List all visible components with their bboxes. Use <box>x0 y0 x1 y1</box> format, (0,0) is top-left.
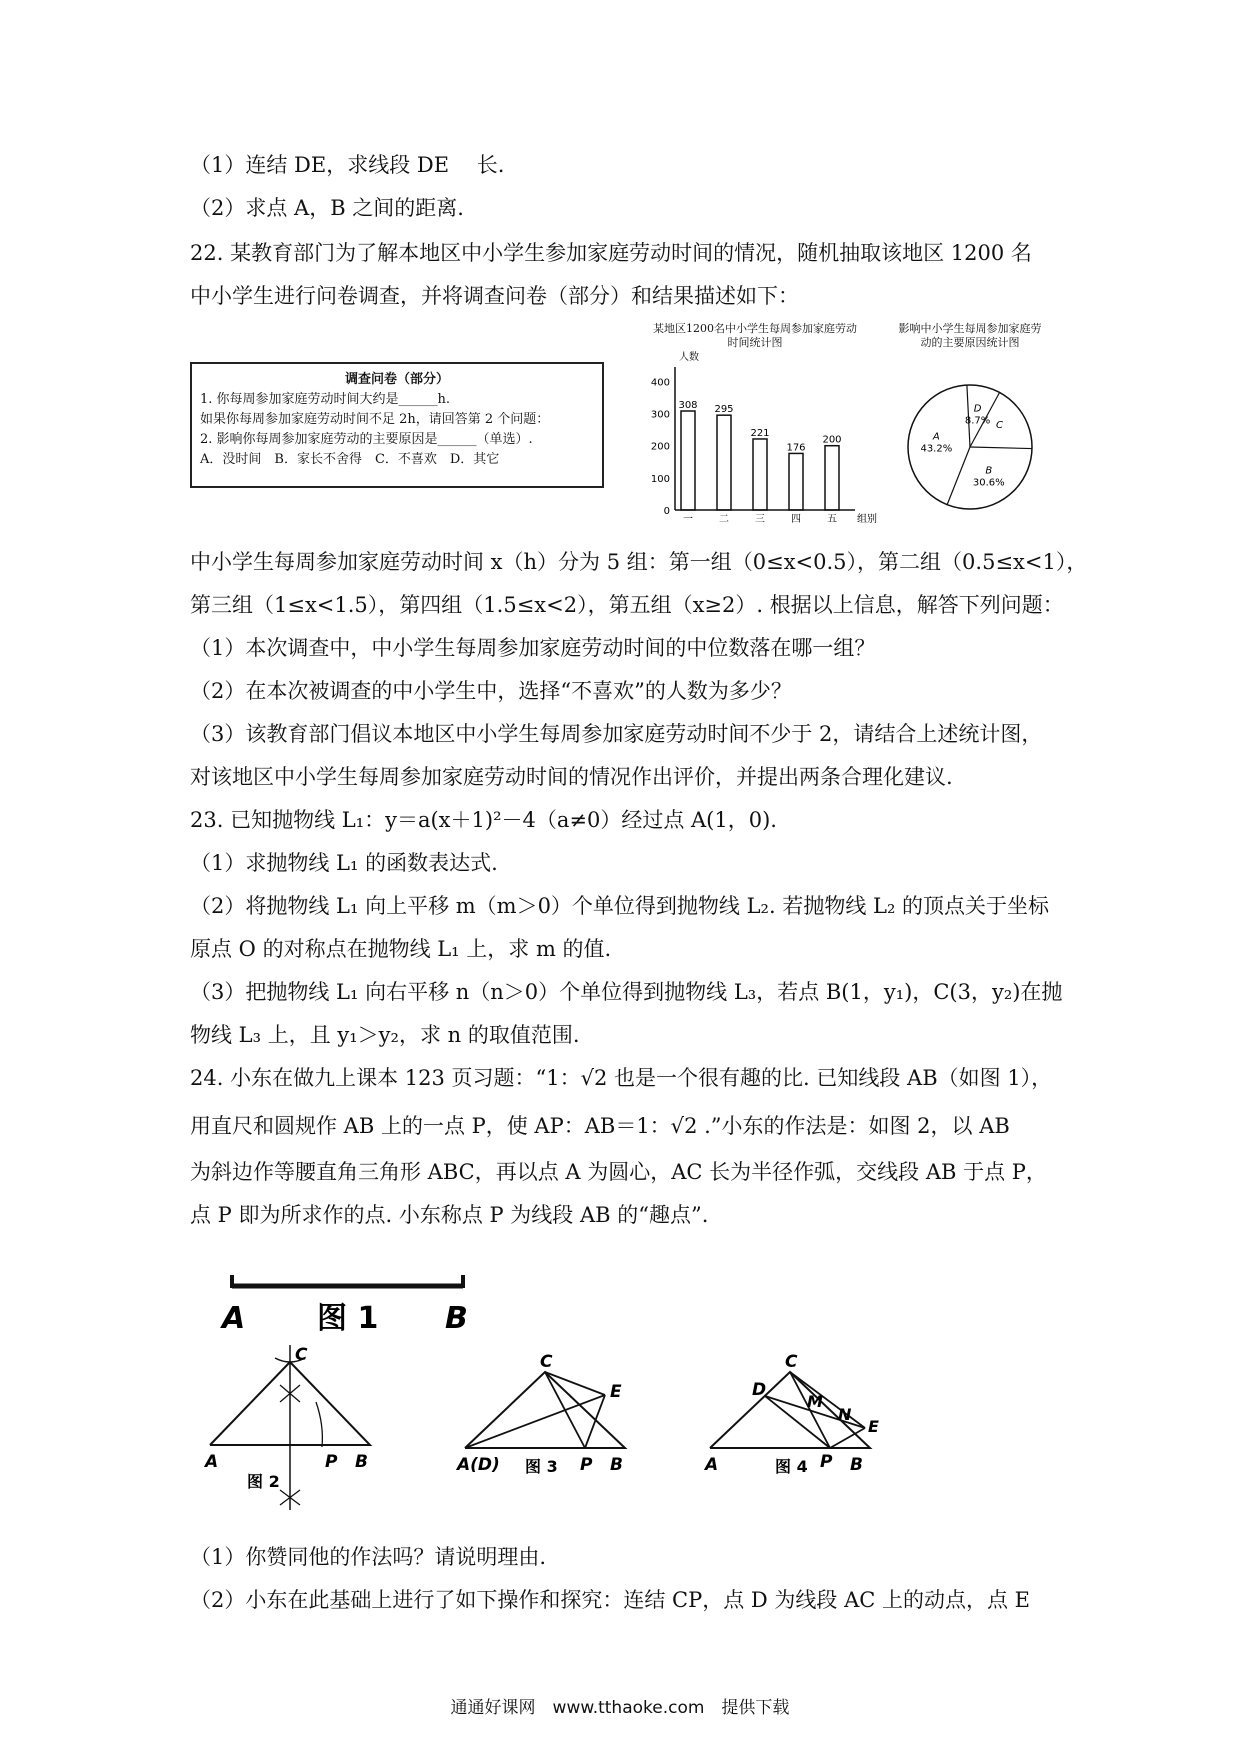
point-label-b: B <box>610 1455 623 1475</box>
point-label-b: B <box>850 1455 863 1475</box>
bar-value-label: 295 <box>714 404 734 416</box>
point-label-ad: A(D) <box>457 1455 500 1475</box>
text-line: 点 P 即为所求作的点. 小东称点 P 为线段 AB 的“趣点”. <box>190 1203 709 1227</box>
questionnaire-title: 调查问卷（部分） <box>344 372 449 387</box>
text-line: 第三组（1≤x<1.5），第四组（1.5≤x<2），第五组（x≥2）. 根据以上信息，解答下列问题： <box>190 593 1064 617</box>
point-label-e: E <box>868 1417 879 1436</box>
fig3-caption: 图 3 <box>525 1457 558 1476</box>
point-label-c: C <box>785 1352 798 1372</box>
question-22-part-3: （3）该教育部门倡议本地区中小学生每周参加家庭劳动时间不少于 2，请结合上述统计图， <box>190 722 1043 746</box>
text-line: 用直尺和圆规作 AB 上的一点 P，使 AP：AB＝1：√2 .”小东的作法是：如图 2，以 AB <box>190 1114 1010 1138</box>
bar-value-label: 308 <box>678 400 698 411</box>
question-24-part-1: （1）你赞同他的作法吗？请说明理由. <box>190 1545 547 1569</box>
figure-3 <box>450 1340 640 1480</box>
y-axis-label: 人数 <box>679 352 699 363</box>
point-label-m: M <box>807 1392 823 1411</box>
text-line: 物线 L₃ 上，且 y₁＞y₂，求 n 的取值范围. <box>190 1023 580 1047</box>
arc-p <box>316 1402 322 1447</box>
pie-slice-label: D <box>973 403 982 415</box>
text-line: 中小学生每周参加家庭劳动时间 x（h）分为 5 组：第一组（0≤x<0.5），第二组（0.5≤x<1）， <box>190 550 1088 574</box>
segment-de <box>465 1395 605 1448</box>
text-line: 为斜边作等腰直角三角形 ABC，再以点 A 为圆心，AC 长为半径作弧，交线段 AB 于点 P， <box>190 1160 1047 1184</box>
segment-pe <box>585 1395 605 1448</box>
fig1-caption: 图 1 <box>317 1301 379 1336</box>
x-tick-label: 三 <box>755 514 765 525</box>
y-tick-label: 0 <box>663 506 670 517</box>
question-23-part-1: （1）求抛物线 L₁ 的函数表达式. <box>190 851 498 875</box>
segment-ce <box>790 1372 865 1428</box>
questionnaire-box <box>190 362 604 488</box>
questionnaire-q2: 2. 影响你每周参加家庭劳动的主要原因是______（单选）. <box>200 432 533 447</box>
point-label-a: A <box>205 1452 219 1472</box>
segment-ce <box>545 1372 605 1395</box>
text-line: （1）连结 DE，求线段 DE 长. <box>190 153 505 177</box>
bar-value-label: 221 <box>750 427 770 439</box>
question-23: 23. 已知抛物线 L₁：y＝a(x＋1)²－4（a≠0）经过点 A(1，0). <box>190 808 777 832</box>
pie-chart-title: 影响中小学生每周参加家庭劳动的主要原因统计图 <box>898 322 1042 349</box>
figure-2 <box>200 1340 390 1515</box>
x-tick-label: 一 <box>683 514 693 525</box>
pie-slice-border <box>970 447 1032 449</box>
x-tick-label: 五 <box>827 514 837 525</box>
text-line: 对该地区中小学生每周参加家庭劳动时间的情况作出评价，并提出两条合理化建议. <box>190 765 953 789</box>
bar <box>753 439 767 510</box>
bar-value-label: 200 <box>822 434 842 446</box>
triangle-abc <box>465 1372 625 1448</box>
y-tick-label: 400 <box>650 377 670 389</box>
fig1-label-b: B <box>445 1301 468 1336</box>
text-line: （2）求点 A，B 之间的距离. <box>190 196 464 220</box>
fig2-caption: 图 2 <box>247 1472 280 1491</box>
question-24-part-2: （2）小东在此基础上进行了如下操作和探究：连结 CP，点 D 为线段 AC 上的动点，点 E <box>190 1588 1031 1612</box>
question-22-part-2: （2）在本次被调查的中小学生中，选择“不喜欢”的人数为多少？ <box>190 679 792 703</box>
pie-slice-border <box>947 447 970 505</box>
questionnaire-q1: 1. 你每周参加家庭劳动时间大约是______h. <box>200 392 451 407</box>
pie-slice-label: A <box>932 431 940 443</box>
point-label-c: C <box>295 1345 308 1365</box>
x-tick-label: 四 <box>791 514 801 525</box>
figure-4 <box>700 1340 900 1480</box>
pie-slice-label: C <box>996 419 1004 431</box>
pie-slice-percent: 43.2% <box>920 443 953 455</box>
y-tick-label: 100 <box>650 473 670 485</box>
point-label-d: D <box>752 1380 767 1400</box>
question-23-part-3: （3）把抛物线 L₁ 向右平移 n（n＞0）个单位得到抛物线 L₃，若点 B(1，y₁)，C(3，y₂)在抛 <box>190 980 1063 1004</box>
footer: 通通好课网 www.tthaoke.com 提供下载 <box>450 1698 790 1718</box>
questionnaire-options: A．没时间 B．家长不舍得 C．不喜欢 D．其它 <box>200 452 500 467</box>
bar-value-label: 176 <box>786 442 806 454</box>
bar <box>825 446 839 510</box>
pie-chart <box>895 375 1045 525</box>
point-label-n: N <box>838 1405 852 1424</box>
pie-slice-label: B <box>985 465 993 477</box>
y-tick-label: 300 <box>650 409 670 421</box>
question-24: 24. 小东在做九上课本 123 页习题：“1：√2 也是一个很有趣的比. 已知线段 AB（如图 1）， <box>190 1066 1053 1090</box>
question-23-part-2: （2）将抛物线 L₁ 向上平移 m（m＞0）个单位得到抛物线 L₂. 若抛物线 L₂ 的顶点关于坐标 <box>190 894 1050 918</box>
bar <box>681 411 695 510</box>
fig1-label-a: A <box>222 1301 246 1336</box>
pie-slice-percent: 30.6% <box>972 477 1005 489</box>
point-label-e: E <box>610 1382 622 1402</box>
y-tick-label: 200 <box>650 441 670 453</box>
point-label-c: C <box>540 1352 553 1372</box>
point-label-p: P <box>325 1452 338 1472</box>
pie-slice-percent: 8.7% <box>964 415 991 427</box>
x-axis-label: 组别 <box>857 514 877 525</box>
bar <box>717 415 731 510</box>
point-label-p: P <box>580 1455 593 1475</box>
question-22-part-1: （1）本次调查中，中小学生每周参加家庭劳动时间的中位数落在哪一组？ <box>190 636 876 660</box>
point-label-b: B <box>355 1452 368 1472</box>
text-line: 中小学生进行问卷调查，并将调查问卷（部分）和结果描述如下： <box>190 284 799 308</box>
text-line: 原点 O 的对称点在抛物线 L₁ 上，求 m 的值. <box>190 937 612 961</box>
fig4-caption: 图 4 <box>775 1457 808 1476</box>
bar <box>789 453 803 510</box>
figure-1 <box>215 1268 485 1338</box>
question-22-intro: 22. 某教育部门为了解本地区中小学生参加家庭劳动时间的情况，随机抽取该地区 1200 名 <box>190 241 1032 265</box>
questionnaire-q1b: 如果你每周参加家庭劳动时间不足 2h，请回答第 2 个问题： <box>200 412 550 427</box>
x-tick-label: 二 <box>719 514 729 525</box>
bar-chart <box>640 352 877 532</box>
bar-chart-title: 某地区1200名中小学生每周参加家庭劳动时间统计图 <box>653 322 857 349</box>
point-label-p: P <box>820 1452 833 1472</box>
point-label-a: A <box>705 1455 719 1475</box>
